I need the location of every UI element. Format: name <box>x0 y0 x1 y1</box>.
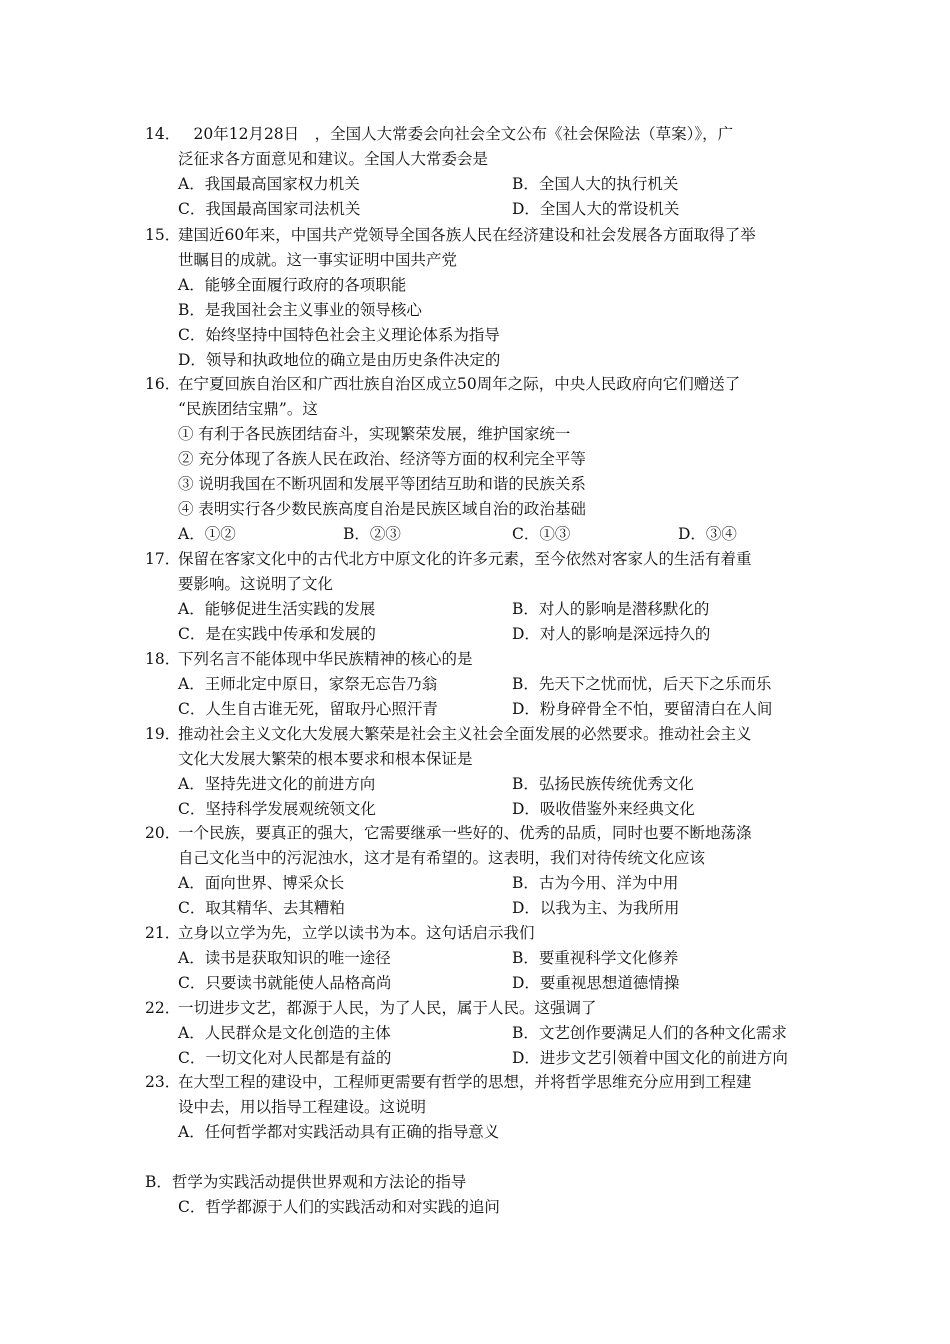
option-row <box>145 1120 815 1145</box>
option-row <box>145 971 815 996</box>
option-c: C．①③ <box>512 525 571 543</box>
question-text: 20年12月28日 ，全国人大常委会向社会全文公布《社会保险法（草案）》，广 <box>178 125 734 143</box>
question-line <box>145 248 815 273</box>
question-15 <box>145 223 815 373</box>
option-row <box>145 672 815 697</box>
option-d: D．要重视思想道德情操 <box>512 974 680 992</box>
question-number: 15． <box>145 226 181 244</box>
question-line <box>145 921 815 946</box>
option-row <box>145 197 815 222</box>
statement-2: ② 充分体现了各族人民在政治、经济等方面的权利完全平等 <box>178 450 586 468</box>
option-row <box>145 597 815 622</box>
question-line <box>145 647 815 672</box>
option-d: D．全国人大的常设机关 <box>512 200 680 218</box>
option-a: A．①② <box>178 525 236 543</box>
question-text: 文化大发展大繁荣的根本要求和根本保证是 <box>178 750 473 768</box>
option-c: C．只要读书就能使人品格高尚 <box>178 974 392 992</box>
question-number: 19． <box>145 725 181 743</box>
option-row <box>145 871 815 896</box>
question-number: 20． <box>145 824 181 842</box>
statement-4: ④ 表明实行各少数民族高度自治是民族区域自治的政治基础 <box>178 500 586 518</box>
question-number: 23． <box>145 1073 181 1091</box>
question-text: 自己文化当中的污泥浊水，这才是有希望的。这表明，我们对待传统文化应该 <box>178 849 706 867</box>
option-a: A．坚持先进文化的前进方向 <box>178 775 376 793</box>
question-line <box>145 1095 815 1120</box>
question-21 <box>145 921 815 996</box>
question-23 <box>145 1070 815 1145</box>
question-text: “民族团结宝鼎”。这 <box>178 400 318 418</box>
option-c: C．是在实践中传承和发展的 <box>178 625 376 643</box>
option-a: A．面向世界、博采众长 <box>178 874 345 892</box>
question-line <box>145 572 815 597</box>
option-b: B．全国人大的执行机关 <box>512 175 679 193</box>
question-text: 在宁夏回族自治区和广西壮族自治区成立50周年之际，中央人民政府向它们赠送了 <box>178 375 741 393</box>
question-line <box>145 821 815 846</box>
question-text: 推动社会主义文化大发展大繁荣是社会主义社会全面发展的必然要求。推动社会主义 <box>178 725 752 743</box>
statement-row <box>145 447 815 472</box>
question-22 <box>145 996 815 1071</box>
option-b: B．②③ <box>343 525 401 543</box>
question-number: 18． <box>145 650 181 668</box>
question-line <box>145 147 815 172</box>
option-c: C．坚持科学发展观统领文化 <box>178 800 376 818</box>
question-text: 一个民族，要真正的强大，它需要继承一些好的、优秀的品质，同时也要不断地荡涤 <box>178 824 752 842</box>
option-a: A．我国最高国家权力机关 <box>178 175 360 193</box>
question-20 <box>145 821 815 921</box>
question-text: 一切进步文艺，都源于人民，为了人民，属于人民。这强调了 <box>178 999 597 1017</box>
question-text: 要影响。这说明了文化 <box>178 575 334 593</box>
question-line <box>145 122 815 147</box>
option-row <box>145 772 815 797</box>
option-c-trailing: C．哲学都源于人们的实践活动和对实践的追问 <box>178 1198 500 1216</box>
question-19 <box>145 722 815 822</box>
option-row <box>145 797 815 822</box>
question-line <box>145 722 815 747</box>
question-14 <box>145 122 815 222</box>
option-row <box>145 622 815 647</box>
statement-row <box>145 472 815 497</box>
option-row <box>145 697 815 722</box>
option-d: D．吸收借鉴外来经典文化 <box>512 800 695 818</box>
question-text: 泛征求各方面意见和建议。全国人大常委会是 <box>178 150 489 168</box>
statement-1: ① 有利于各民族团结奋斗，实现繁荣发展，维护国家统一 <box>178 425 571 443</box>
statement-row <box>145 422 815 447</box>
option-d: D．进步文艺引领着中国文化的前进方向 <box>512 1049 788 1067</box>
question-number: 14． <box>145 125 181 143</box>
question-text: 下列名言不能体现中华民族精神的核心的是 <box>178 650 473 668</box>
option-b: B．是我国社会主义事业的领导核心 <box>178 301 422 319</box>
option-d: D．粉身碎骨全不怕，要留清白在人间 <box>512 700 773 718</box>
option-b: B．文艺创作要满足人们的各种文化需求 <box>512 1024 787 1042</box>
question-number: 21． <box>145 924 181 942</box>
question-line <box>145 547 815 572</box>
option-row <box>145 172 815 197</box>
question-18 <box>145 647 815 722</box>
option-row <box>145 273 815 298</box>
question-text: 保留在客家文化中的古代北方中原文化的许多元素，至今依然对客家人的生活有着重 <box>178 550 752 568</box>
option-c: C．一切文化对人民都是有益的 <box>178 1049 392 1067</box>
option-row <box>145 1046 815 1071</box>
statement-row <box>145 497 815 522</box>
option-b: B．要重视科学文化修养 <box>512 949 679 967</box>
option-row <box>145 323 815 348</box>
question-number: 17． <box>145 550 181 568</box>
option-a: A．读书是获取知识的唯一途径 <box>178 949 391 967</box>
option-d: D．③④ <box>678 525 737 543</box>
question-line <box>145 1070 815 1095</box>
option-b: B．先天下之忧而忧，后天下之乐而乐 <box>512 675 772 693</box>
option-d: D．对人的影响是深远持久的 <box>512 625 711 643</box>
question-line <box>145 747 815 772</box>
option-row <box>145 298 815 323</box>
question-17 <box>145 547 815 647</box>
question-line <box>145 223 815 248</box>
question-number: 22． <box>145 999 181 1017</box>
question-text: 立身以立学为先，立学以读书为本。这句话启示我们 <box>178 924 535 942</box>
option-c: C．取其精华、去其糟粕 <box>178 899 345 917</box>
option-d: D．领导和执政地位的确立是由历史条件决定的 <box>178 351 501 369</box>
question-text: 设中去，用以指导工程建设。这说明 <box>178 1098 427 1116</box>
option-a: A．王师北定中原日，家祭无忘告乃翁 <box>178 675 438 693</box>
question-line <box>145 996 815 1021</box>
question-text: 世瞩目的成就。这一事实证明中国共产党 <box>178 251 458 269</box>
question-line <box>145 372 815 397</box>
question-16 <box>145 372 815 547</box>
option-a: A．能够促进生活实践的发展 <box>178 600 376 618</box>
question-text: 在大型工程的建设中，工程师更需要有哲学的思想，并将哲学思维充分应用到工程建 <box>178 1073 752 1091</box>
statement-3: ③ 说明我国在不断巩固和发展平等团结互助和谐的民族关系 <box>178 475 586 493</box>
question-line <box>145 397 815 422</box>
option-b-trailing: B．哲学为实践活动提供世界观和方法论的指导 <box>145 1173 467 1191</box>
option-row <box>145 946 815 971</box>
question-text: 建国近60年来，中国共产党领导全国各族人民在经济建设和社会发展各方面取得了举 <box>178 226 756 244</box>
question-line <box>145 846 815 871</box>
option-b: B．弘扬民族传统优秀文化 <box>512 775 694 793</box>
option-b: B．对人的影响是潜移默化的 <box>512 600 710 618</box>
option-c: C．人生自古谁无死，留取丹心照汗青 <box>178 700 438 718</box>
option-row <box>145 1021 815 1046</box>
option-row <box>145 896 815 921</box>
option-row <box>145 522 815 547</box>
option-a: A．能够全面履行政府的各项职能 <box>178 276 407 294</box>
option-b: B．古为今用、洋为中用 <box>512 874 679 892</box>
option-a: A．任何哲学都对实践活动具有正确的指导意义 <box>178 1123 500 1141</box>
question-number: 16． <box>145 375 181 393</box>
option-d: D．以我为主、为我所用 <box>512 899 680 917</box>
option-c: C．始终坚持中国特色社会主义理论体系为指导 <box>178 326 500 344</box>
option-c: C．我国最高国家司法机关 <box>178 200 361 218</box>
option-row <box>145 348 815 373</box>
option-a: A．人民群众是文化创造的主体 <box>178 1024 391 1042</box>
